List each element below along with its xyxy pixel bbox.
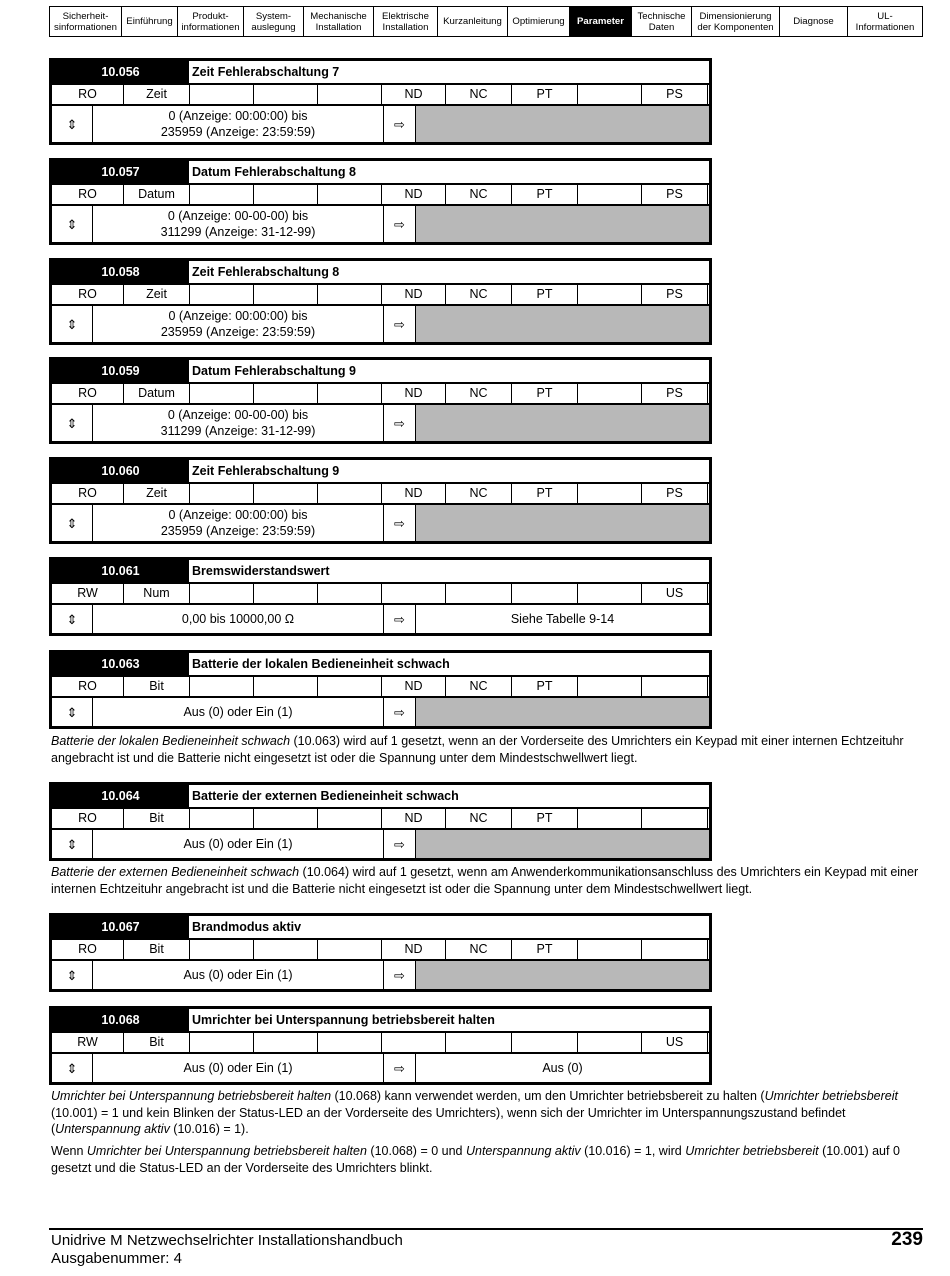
arrow-right-icon: ⇨ <box>394 704 405 720</box>
attribute-cell <box>190 384 254 403</box>
description-text: (10.001) auf 0 gesetzt und die Status-LED an der Vorderseite des Umrichters blinkt. <box>51 1144 900 1175</box>
attribute-cell <box>708 384 709 403</box>
attribute-cell <box>190 584 254 603</box>
parameter-values-row <box>52 505 709 541</box>
parameter-default <box>416 698 709 726</box>
attribute-cell <box>382 584 446 603</box>
attribute-cell: RO <box>52 85 124 104</box>
arrow-right-icon: ⇨ <box>394 1060 405 1076</box>
nav-tab-11[interactable] <box>780 7 848 36</box>
parameter-range: Aus (0) oder Ein (1) <box>93 830 384 858</box>
parameter-default <box>416 306 709 342</box>
bidirectional-arrow-icon: ⇕ <box>66 515 78 531</box>
description-text: Wenn <box>51 1144 87 1158</box>
default-symbol-cell <box>384 106 416 142</box>
attribute-cell: ND <box>382 285 446 304</box>
attribute-cell: Datum <box>124 384 190 403</box>
parameter-attributes-row <box>52 484 709 505</box>
range-symbol-cell <box>52 306 93 342</box>
parameter-block-10-059 <box>49 357 712 444</box>
attribute-cell: PS <box>642 185 708 204</box>
attribute-cell: RO <box>52 285 124 304</box>
attribute-cell: Bit <box>124 1033 190 1052</box>
attribute-cell: RO <box>52 185 124 204</box>
attribute-cell <box>578 677 642 696</box>
attribute-cell: Num <box>124 584 190 603</box>
bidirectional-arrow-icon: ⇕ <box>66 704 78 720</box>
attribute-cell: Zeit <box>124 85 190 104</box>
attribute-cell: ND <box>382 940 446 959</box>
parameter-default: Aus (0) <box>542 1061 583 1075</box>
chapter-navigation <box>49 6 923 37</box>
attribute-cell: PT <box>512 384 578 403</box>
parameter-title: Datum Fehlerabschaltung 9 <box>192 364 356 378</box>
parameter-block-10-058 <box>49 258 712 345</box>
parameter-default <box>416 405 709 441</box>
parameter-attributes-row <box>52 809 709 830</box>
attribute-cell: NC <box>446 677 512 696</box>
range-symbol-cell <box>52 961 93 989</box>
attribute-cell <box>190 484 254 503</box>
nav-tab-0[interactable] <box>50 7 122 36</box>
parameter-values-row <box>52 206 709 242</box>
attribute-cell <box>254 285 318 304</box>
parameter-header-row <box>52 785 709 809</box>
description-10-068-part2 <box>51 1143 923 1176</box>
description-10-063 <box>51 733 923 766</box>
attribute-cell: PT <box>512 677 578 696</box>
attribute-cell: PT <box>512 940 578 959</box>
parameter-number: 10.056 <box>52 61 189 83</box>
attribute-cell: ND <box>382 677 446 696</box>
parameter-attributes-row <box>52 940 709 961</box>
parameter-header-row <box>52 1009 709 1033</box>
attribute-cell: PT <box>512 185 578 204</box>
attribute-cell: ND <box>382 809 446 828</box>
bidirectional-arrow-icon: ⇕ <box>66 316 78 332</box>
attribute-cell <box>318 185 382 204</box>
parameter-range: 0,00 bis 10000,00 Ω <box>93 605 384 633</box>
attribute-cell: RO <box>52 940 124 959</box>
parameter-values-row <box>52 698 709 726</box>
nav-tab-label: Diagnose <box>793 16 834 27</box>
range-symbol-cell <box>52 830 93 858</box>
attribute-cell: PT <box>512 809 578 828</box>
parameter-title: Brandmodus aktiv <box>192 920 302 934</box>
parameter-attributes-row <box>52 185 709 206</box>
attribute-cell: PS <box>642 384 708 403</box>
attribute-cell <box>190 940 254 959</box>
parameter-range: 0 (Anzeige: 00-00-00) bis 311299 (Anzeige: 31-12-99) <box>93 405 384 441</box>
nav-tab-8[interactable] <box>570 7 632 36</box>
nav-tab-3[interactable] <box>244 7 304 36</box>
parameter-range: Aus (0) oder Ein (1) <box>93 961 384 989</box>
attribute-cell <box>512 1033 578 1052</box>
parameter-number: 10.059 <box>52 360 189 382</box>
parameter-values-row <box>52 961 709 989</box>
italic-parameter-name: Unterspannung aktiv <box>55 1122 170 1136</box>
bidirectional-arrow-icon: ⇕ <box>66 415 78 431</box>
attribute-cell: Datum <box>124 185 190 204</box>
parameter-values-row <box>52 1054 709 1082</box>
default-symbol-cell <box>384 1054 416 1082</box>
default-symbol-cell <box>384 830 416 858</box>
nav-tab-label: Technische Daten <box>637 10 686 33</box>
arrow-right-icon: ⇨ <box>394 216 405 232</box>
bidirectional-arrow-icon: ⇕ <box>66 116 78 132</box>
description-text: (10.068) kann verwendet werden, um den Umrichter betriebsbereit zu halten ( <box>331 1089 765 1103</box>
attribute-cell <box>254 809 318 828</box>
parameter-values-row <box>52 830 709 858</box>
attribute-cell <box>190 285 254 304</box>
parameter-number: 10.063 <box>52 653 189 675</box>
range-symbol-cell <box>52 106 93 142</box>
arrow-right-icon: ⇨ <box>394 967 405 983</box>
parameter-title: Bremswiderstandswert <box>192 564 330 578</box>
attribute-cell: NC <box>446 185 512 204</box>
description-text: (10.016) = 1, wird <box>580 1144 686 1158</box>
range-symbol-cell <box>52 405 93 441</box>
bidirectional-arrow-icon: ⇕ <box>66 836 78 852</box>
italic-parameter-name: Umrichter betriebsbereit <box>764 1089 898 1103</box>
nav-tab-label: Sicherheit- sinformationen <box>54 10 117 33</box>
parameter-block-10-057 <box>49 158 712 245</box>
nav-tab-4[interactable] <box>304 7 374 36</box>
attribute-cell <box>254 185 318 204</box>
footer-divider <box>49 1228 923 1230</box>
arrow-right-icon: ⇨ <box>394 316 405 332</box>
parameter-attributes-row <box>52 584 709 605</box>
attribute-cell <box>318 285 382 304</box>
attribute-cell <box>708 285 709 304</box>
attribute-cell: NC <box>446 285 512 304</box>
attribute-cell <box>708 1033 709 1052</box>
parameter-number: 10.068 <box>52 1009 189 1031</box>
attribute-cell <box>578 584 642 603</box>
parameter-block-10-064 <box>49 782 712 861</box>
attribute-cell: RO <box>52 677 124 696</box>
attribute-cell: PS <box>642 484 708 503</box>
attribute-cell <box>254 677 318 696</box>
parameter-number: 10.061 <box>52 560 189 582</box>
nav-tab-label: Mechanische Installation <box>310 10 367 33</box>
parameter-title: Umrichter bei Unterspannung betriebsbereit halten <box>192 1013 495 1027</box>
attribute-cell <box>642 677 708 696</box>
bidirectional-arrow-icon: ⇕ <box>66 967 78 983</box>
parameter-range: Aus (0) oder Ein (1) <box>93 1054 384 1082</box>
attribute-cell <box>578 85 642 104</box>
default-symbol-cell <box>384 306 416 342</box>
parameter-block-10-068 <box>49 1006 712 1085</box>
arrow-right-icon: ⇨ <box>394 515 405 531</box>
parameter-block-10-063 <box>49 650 712 729</box>
attribute-cell <box>318 677 382 696</box>
parameter-attributes-row <box>52 85 709 106</box>
attribute-cell <box>254 940 318 959</box>
default-symbol-cell <box>384 961 416 989</box>
attribute-cell: ND <box>382 185 446 204</box>
attribute-cell <box>318 1033 382 1052</box>
attribute-cell <box>708 940 709 959</box>
parameter-header-row <box>52 916 709 940</box>
nav-tab-9[interactable] <box>632 7 692 36</box>
nav-tab-label: Elektrische Installation <box>382 10 429 33</box>
description-10-068-part1 <box>51 1088 923 1138</box>
attribute-cell <box>512 584 578 603</box>
parameter-title: Zeit Fehlerabschaltung 7 <box>192 65 340 79</box>
nav-tab-12[interactable] <box>848 7 922 36</box>
attribute-cell <box>708 584 709 603</box>
attribute-cell <box>190 677 254 696</box>
nav-tab-label: Einführung <box>126 16 173 27</box>
parameter-number: 10.067 <box>52 916 189 938</box>
parameter-attributes-row <box>52 285 709 306</box>
parameter-default: Siehe Tabelle 9-14 <box>510 612 615 626</box>
default-symbol-cell <box>384 505 416 541</box>
bidirectional-arrow-icon: ⇕ <box>66 611 78 627</box>
parameter-number: 10.057 <box>52 161 189 183</box>
attribute-cell <box>578 384 642 403</box>
attribute-cell: Zeit <box>124 484 190 503</box>
range-symbol-cell <box>52 1054 93 1082</box>
nav-tab-label: Optimierung <box>512 16 565 27</box>
attribute-cell: Bit <box>124 809 190 828</box>
attribute-cell <box>190 85 254 104</box>
parameter-header-row <box>52 560 709 584</box>
parameter-header-row <box>52 460 709 484</box>
default-symbol-cell <box>384 206 416 242</box>
italic-parameter-name: Batterie der externen Bedieneinheit schwach <box>51 865 300 879</box>
attribute-cell: NC <box>446 809 512 828</box>
attribute-cell <box>708 484 709 503</box>
nav-tab-5[interactable] <box>374 7 438 36</box>
attribute-cell <box>318 484 382 503</box>
default-symbol-cell <box>384 698 416 726</box>
attribute-cell <box>254 1033 318 1052</box>
parameter-title: Batterie der lokalen Bedieneinheit schwach <box>192 657 450 671</box>
parameter-title: Datum Fehlerabschaltung 8 <box>192 165 356 179</box>
description-text: (10.063) wird auf 1 gesetzt, wenn an der Vorderseite des Umrichters ein Keypad mit einer internen Echtzeituhr angebracht ist und die Batterie nicht eingesetzt ist oder die Spannung unter dem Mindestschwellwert liegt. <box>51 734 904 765</box>
parameter-header-row <box>52 61 709 85</box>
parameter-values-row <box>52 106 709 142</box>
description-text: (10.064) wird auf 1 gesetzt, wenn am Anwenderkommunikationsanschluss des Umrichters ein Keypad mit einer internen Echtzeituhr angebracht ist und die Batterie nicht eingesetzt ist oder die Spannung unter dem Mindestschwellwert liegt. <box>51 865 919 896</box>
attribute-cell: ND <box>382 384 446 403</box>
attribute-cell: Zeit <box>124 285 190 304</box>
attribute-cell <box>318 384 382 403</box>
italic-parameter-name: Umrichter betriebsbereit <box>685 1144 819 1158</box>
attribute-cell: US <box>642 1033 708 1052</box>
description-text: (10.001) = 1 und kein Blinken der Status-LED an der Vorderseite des Umrichters), wenn sich der Umrichter im Unterspannungszustand befindet ( <box>51 1105 846 1136</box>
parameter-title: Zeit Fehlerabschaltung 9 <box>192 464 340 478</box>
nav-tab-6[interactable] <box>438 7 508 36</box>
description-text: (10.068) = 0 und <box>366 1144 466 1158</box>
attribute-cell: Bit <box>124 677 190 696</box>
nav-tab-label: Produkt- informationen <box>181 10 240 33</box>
parameter-attributes-row <box>52 1033 709 1054</box>
description-text: (10.016) = 1). <box>169 1122 249 1136</box>
attribute-cell <box>190 809 254 828</box>
parameter-default <box>416 961 709 989</box>
parameter-default <box>416 206 709 242</box>
footer-manual-title: Unidrive M Netzwechselrichter Installationshandbuch <box>51 1232 403 1249</box>
parameter-range: 0 (Anzeige: 00:00:00) bis 235959 (Anzeige: 23:59:59) <box>93 306 384 342</box>
nav-tab-7[interactable] <box>508 7 570 36</box>
attribute-cell <box>708 185 709 204</box>
attribute-cell <box>254 584 318 603</box>
italic-parameter-name: Umrichter bei Unterspannung betriebsbereit halten <box>86 1144 367 1158</box>
range-symbol-cell <box>52 505 93 541</box>
parameter-default <box>416 505 709 541</box>
attribute-cell <box>708 809 709 828</box>
attribute-cell <box>446 584 512 603</box>
attribute-cell <box>254 384 318 403</box>
attribute-cell: PT <box>512 285 578 304</box>
parameter-header-row <box>52 360 709 384</box>
nav-tab-label: Kurzanleitung <box>443 16 502 27</box>
nav-tab-1[interactable] <box>122 7 178 36</box>
parameter-range: Aus (0) oder Ein (1) <box>93 698 384 726</box>
parameter-values-row <box>52 405 709 441</box>
attribute-cell <box>578 809 642 828</box>
parameter-number: 10.064 <box>52 785 189 807</box>
attribute-cell: NC <box>446 484 512 503</box>
arrow-right-icon: ⇨ <box>394 116 405 132</box>
attribute-cell <box>318 584 382 603</box>
attribute-cell <box>318 809 382 828</box>
attribute-cell: RW <box>52 1033 124 1052</box>
nav-tab-label: Dimensionierung der Komponenten <box>697 10 774 33</box>
attribute-cell: NC <box>446 85 512 104</box>
attribute-cell: ND <box>382 85 446 104</box>
parameter-header-row <box>52 261 709 285</box>
parameter-header-row <box>52 653 709 677</box>
description-10-064 <box>51 864 923 897</box>
attribute-cell: PT <box>512 484 578 503</box>
attribute-cell: RO <box>52 809 124 828</box>
nav-tab-2[interactable] <box>178 7 244 36</box>
italic-parameter-name: Batterie der lokalen Bedieneinheit schwach <box>51 734 291 748</box>
bidirectional-arrow-icon: ⇕ <box>66 1060 78 1076</box>
attribute-cell: RW <box>52 584 124 603</box>
arrow-right-icon: ⇨ <box>394 611 405 627</box>
parameter-block-10-067 <box>49 913 712 992</box>
parameter-attributes-row <box>52 384 709 405</box>
bidirectional-arrow-icon: ⇕ <box>66 216 78 232</box>
parameter-header-row <box>52 161 709 185</box>
parameter-block-10-056 <box>49 58 712 145</box>
attribute-cell <box>708 677 709 696</box>
attribute-cell: Bit <box>124 940 190 959</box>
attribute-cell <box>318 940 382 959</box>
attribute-cell: PS <box>642 85 708 104</box>
attribute-cell <box>190 1033 254 1052</box>
italic-parameter-name: Unterspannung aktiv <box>465 1144 581 1158</box>
nav-tab-label: Parameter <box>577 16 624 27</box>
footer-issue-number: Ausgabenummer: 4 <box>51 1250 182 1267</box>
parameter-attributes-row <box>52 677 709 698</box>
default-symbol-cell <box>384 605 416 633</box>
arrow-right-icon: ⇨ <box>394 415 405 431</box>
page-number: 239 <box>891 1229 923 1250</box>
attribute-cell <box>318 85 382 104</box>
attribute-cell <box>578 185 642 204</box>
parameter-number: 10.060 <box>52 460 189 482</box>
attribute-cell: NC <box>446 940 512 959</box>
attribute-cell: US <box>642 584 708 603</box>
parameter-values-row <box>52 605 709 633</box>
parameter-default <box>416 830 709 858</box>
attribute-cell: PS <box>642 285 708 304</box>
parameter-block-10-061 <box>49 557 712 636</box>
italic-parameter-name: Umrichter bei Unterspannung betriebsbereit halten <box>51 1089 332 1103</box>
attribute-cell <box>254 85 318 104</box>
attribute-cell: RO <box>52 484 124 503</box>
attribute-cell <box>190 185 254 204</box>
parameter-range: 0 (Anzeige: 00:00:00) bis 235959 (Anzeige: 23:59:59) <box>93 106 384 142</box>
parameter-default <box>416 106 709 142</box>
range-symbol-cell <box>52 206 93 242</box>
attribute-cell: PT <box>512 85 578 104</box>
attribute-cell <box>708 85 709 104</box>
range-symbol-cell <box>52 698 93 726</box>
attribute-cell: ND <box>382 484 446 503</box>
attribute-cell: NC <box>446 384 512 403</box>
attribute-cell: RO <box>52 384 124 403</box>
parameter-title: Batterie der externen Bedieneinheit schwach <box>192 789 459 803</box>
nav-tab-label: System- auslegung <box>251 10 296 33</box>
attribute-cell <box>642 809 708 828</box>
parameter-title: Zeit Fehlerabschaltung 8 <box>192 265 340 279</box>
nav-tab-10[interactable] <box>692 7 780 36</box>
default-symbol-cell <box>384 405 416 441</box>
attribute-cell <box>254 484 318 503</box>
parameter-range: 0 (Anzeige: 00:00:00) bis 235959 (Anzeige: 23:59:59) <box>93 505 384 541</box>
parameter-block-10-060 <box>49 457 712 544</box>
range-symbol-cell <box>52 605 93 633</box>
parameter-values-row <box>52 306 709 342</box>
attribute-cell <box>446 1033 512 1052</box>
arrow-right-icon: ⇨ <box>394 836 405 852</box>
attribute-cell <box>642 940 708 959</box>
nav-tab-label: UL- Informationen <box>855 10 915 33</box>
attribute-cell <box>578 940 642 959</box>
parameter-number: 10.058 <box>52 261 189 283</box>
parameter-range: 0 (Anzeige: 00-00-00) bis 311299 (Anzeige: 31-12-99) <box>93 206 384 242</box>
attribute-cell <box>578 285 642 304</box>
attribute-cell <box>578 484 642 503</box>
attribute-cell <box>382 1033 446 1052</box>
attribute-cell <box>578 1033 642 1052</box>
